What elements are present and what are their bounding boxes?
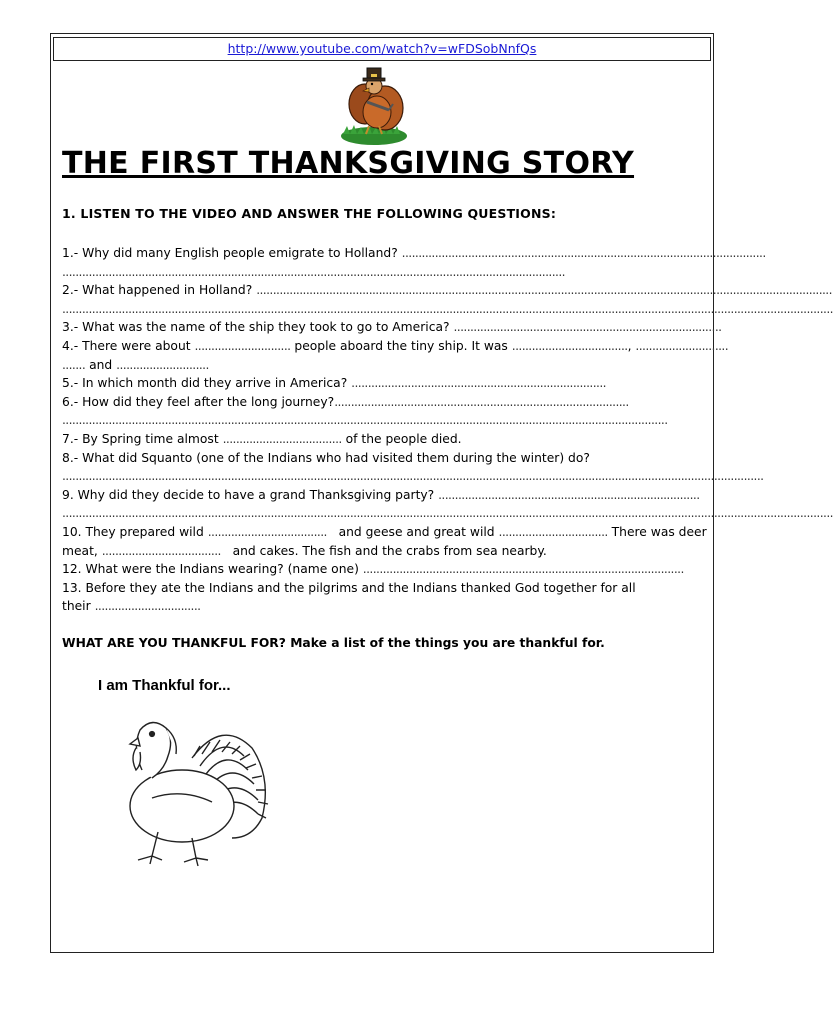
question-text: 1.- Why did many English people emigrate to Holland? — [62, 246, 398, 260]
question-text: 10. They prepared wild — [62, 524, 204, 539]
question-5 — [62, 374, 703, 393]
answer-blank[interactable]: ............................................................................... — [438, 487, 700, 502]
question-10 — [62, 523, 707, 542]
question-12 — [62, 560, 703, 579]
answer-blank[interactable]: .................................... — [207, 524, 327, 539]
url-box — [53, 37, 711, 61]
question-text: and — [89, 357, 113, 372]
answer-line[interactable]: ......................................................................................................................................................................................................................................... — [62, 301, 833, 316]
answer-line[interactable]: ......................................................................................................................................................................................................................................... — [62, 506, 833, 521]
answer-blank[interactable]: ............................. — [194, 338, 291, 353]
question-text: their — [62, 599, 91, 614]
question-text: 4.- There were about — [62, 338, 191, 353]
answer-line[interactable]: .................................................................................................................................................................................................................... — [62, 469, 764, 484]
question-text: and cakes. The fish and the crabs from sea nearby. — [232, 543, 547, 558]
question-text: 12. What were the Indians wearing? (name one) — [62, 562, 359, 577]
answer-blank[interactable]: ............................ — [116, 357, 209, 372]
question-10-cont — [62, 542, 703, 561]
thankful-question: WHAT ARE YOU THANKFUL FOR? Make a list of the things you are thankful for. — [62, 636, 605, 650]
question-text: 2.- What happened in Holland? — [62, 283, 253, 298]
question-text: There was deer — [611, 524, 707, 539]
question-text: 13. Before they ate the Indians and the pilgrims and the Indians thanked God together for all — [62, 580, 636, 595]
question-6 — [62, 393, 703, 412]
question-text: of the people died. — [345, 431, 462, 446]
question-text: 9. Why did they decide to have a grand Thanksgiving party? — [62, 487, 435, 502]
question-text: 8.- What did Squanto (one of the Indians who had visited them during the winter) do? — [62, 450, 590, 465]
question-2 — [62, 281, 832, 300]
answer-blank[interactable]: ................................ — [94, 599, 201, 614]
answer-blank[interactable]: ............................ — [635, 338, 729, 353]
answer-blank[interactable]: .............................................................................................................................................................................. — [256, 283, 832, 298]
answer-blank[interactable]: .................................... — [222, 431, 342, 446]
pilgrim-turkey-icon — [335, 62, 413, 148]
answer-blank[interactable]: .............................................................................................................. — [401, 246, 766, 260]
question-7 — [62, 430, 703, 449]
question-text: 6.- How did they feel after the long journey? — [62, 394, 335, 409]
answer-blank[interactable]: ....... — [62, 357, 86, 372]
answer-line[interactable]: ........................................................................................................................................................ — [62, 264, 565, 279]
question-13 — [62, 579, 703, 598]
video-link[interactable]: http://www.youtube.com/watch?v=wFDSobNnfQs — [227, 41, 537, 56]
answer-blank[interactable]: ................................. — [498, 524, 608, 539]
question-4-cont — [62, 356, 703, 375]
question-13-cont — [62, 597, 703, 616]
question-1 — [62, 244, 766, 263]
thankful-label: I am Thankful for... — [98, 677, 231, 694]
turkey-outline-icon — [82, 708, 272, 868]
question-4: 4.- There were about ............................. people aboard the tiny ship. It was ..................................., ............................ — [62, 338, 729, 353]
instruction-heading: 1. LISTEN TO THE VIDEO AND ANSWER THE FOLLOWING QUESTIONS: — [62, 206, 557, 221]
question-9 — [62, 486, 703, 505]
answer-line[interactable]: ....................................................................................................................................................................................... — [62, 413, 668, 428]
answer-blank[interactable]: .................................... — [101, 543, 221, 558]
question-3 — [62, 318, 722, 337]
answer-blank[interactable]: ................................... — [511, 338, 628, 353]
question-text: meat, — [62, 543, 98, 558]
question-text: 3.- What was the name of the ship they took to go to America? — [62, 320, 450, 335]
questions-list — [62, 244, 833, 616]
page-title: THE FIRST THANKSGIVING STORY — [62, 146, 635, 181]
answer-blank[interactable]: ................................................................................................. — [362, 562, 684, 577]
answer-blank[interactable]: ......................................................................................... — [334, 394, 629, 409]
answer-blank[interactable]: ............................................................................. — [351, 376, 606, 391]
question-text: 5.- In which month did they arrive in America? — [62, 376, 348, 391]
question-8 — [62, 449, 703, 468]
question-text: 7.- By Spring time almost — [62, 431, 219, 446]
question-text: and geese and great wild — [338, 524, 495, 539]
question-text: people aboard the tiny ship. It was — [294, 338, 508, 353]
answer-blank[interactable]: ................................................................................. — [453, 320, 722, 335]
